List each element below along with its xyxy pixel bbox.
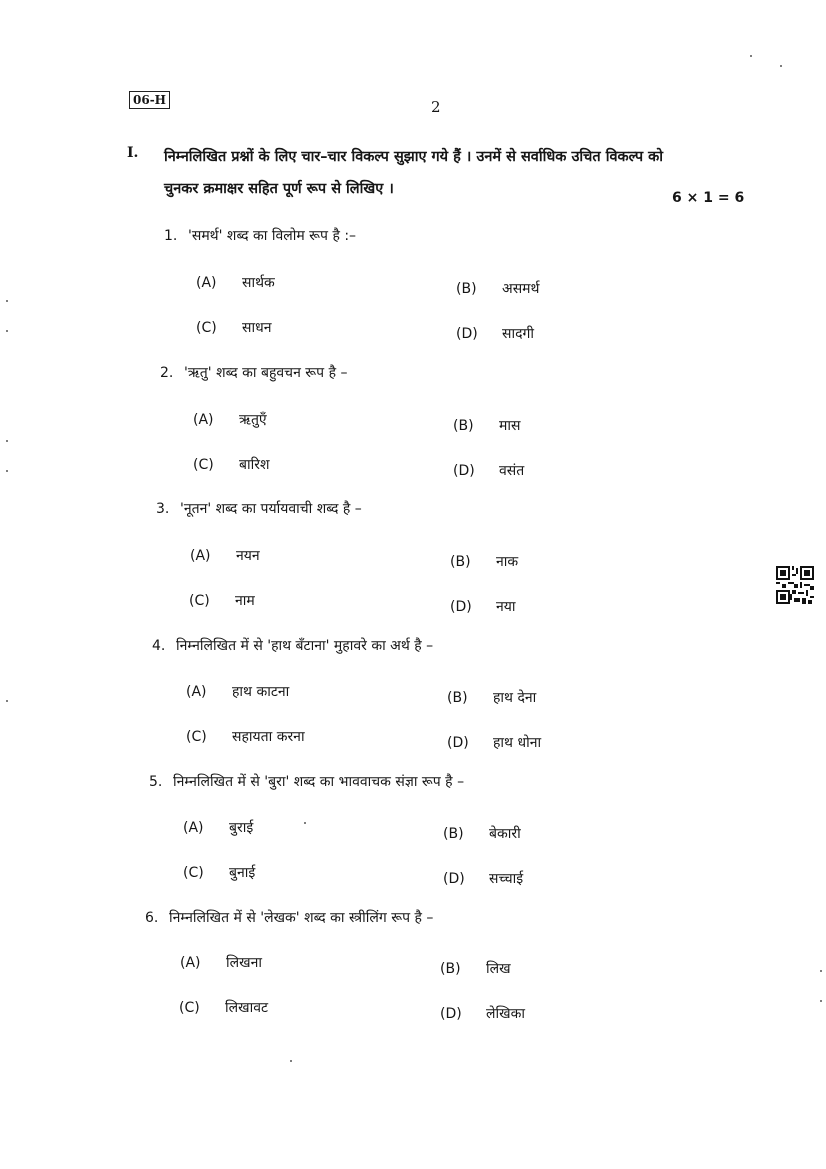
question-2 [160,363,347,382]
question-number: 1. [164,228,178,244]
scan-speck [6,470,8,472]
scan-speck [6,330,8,332]
question-text: निम्नलिखित में से 'हाथ बँटाना' मुहावरे का अर्थ है – [176,638,434,654]
question-number: 3. [156,501,170,517]
scan-speck [750,55,752,57]
question-3 [156,499,362,518]
option-1c: (C) साधन [196,320,272,336]
scan-speck [820,970,822,972]
scan-speck [6,700,8,702]
scan-speck [820,1000,822,1002]
question-text: निम्नलिखित में से 'लेखक' शब्द का स्त्रीलिंग रूप है – [169,910,434,926]
question-text: 'नूतन' शब्द का पर्यायवाची शब्द है – [180,501,362,517]
section-instruction-line1: निम्नलिखित प्रश्नों के लिए चार–चार विकल्प सुझाए गये हैं । उनमें से सर्वाधिक उचित विकल्प को [164,149,664,165]
option-3c: (C) नाम [189,593,255,609]
scan-speck [304,822,306,824]
option-1d: (D) सादगी [456,326,535,342]
scan-speck [6,440,8,442]
scan-speck [6,300,8,302]
question-text: 'ऋतु' शब्द का बहुवचन रूप है – [184,365,348,381]
option-4d: (D) हाथ धोना [447,735,542,751]
option-2a: (A) ऋतुएँ [193,412,267,428]
question-4 [152,636,433,655]
option-6d: (D) लेखिका [440,1006,525,1022]
question-6 [145,908,433,927]
option-4c: (C) सहायता करना [186,729,305,745]
question-number: 6. [145,910,159,926]
question-number: 5. [149,774,163,790]
option-3a: (A) नयन [190,548,260,564]
question-text: निम्नलिखित में से 'बुरा' शब्द का भाववाचक संज्ञा रूप है – [173,774,465,790]
question-number: 4. [152,638,166,654]
question-text: 'समर्थ' शब्द का विलोम रूप है :– [188,228,357,244]
option-5b: (B) बेकारी [443,826,521,842]
option-5c: (C) बुनाई [183,865,256,881]
page-number: 2 [431,98,441,116]
section-number: I. [127,145,139,161]
option-6a: (A) लिखना [180,955,262,971]
option-5d: (D) सच्चाई [443,871,524,887]
marks-distribution: 6 × 1 = 6 [672,190,745,206]
question-1 [164,226,356,245]
scan-speck [290,1060,292,1062]
option-6b: (B) लिख [440,961,511,977]
option-1a: (A) सार्थक [196,275,275,291]
option-3b: (B) नाक [450,554,519,570]
scan-speck [780,65,782,67]
option-2d: (D) वसंत [453,463,525,479]
option-3d: (D) नया [450,599,516,615]
option-2c: (C) बारिश [193,457,270,473]
section-instruction-line2: चुनकर क्रमाक्षर सहित पूर्ण रूप से लिखिए । [164,181,394,197]
paper-code: 06-H [129,91,170,109]
question-number: 2. [160,365,174,381]
option-4b: (B) हाथ देना [447,690,537,706]
option-4a: (A) हाथ काटना [186,684,290,700]
option-1b: (B) असमर्थ [456,281,540,297]
option-5a: (A) बुराई [183,820,254,836]
option-6c: (C) लिखावट [179,1000,269,1016]
question-5 [149,772,464,791]
option-2b: (B) मास [453,418,521,434]
qr-code [776,566,814,604]
